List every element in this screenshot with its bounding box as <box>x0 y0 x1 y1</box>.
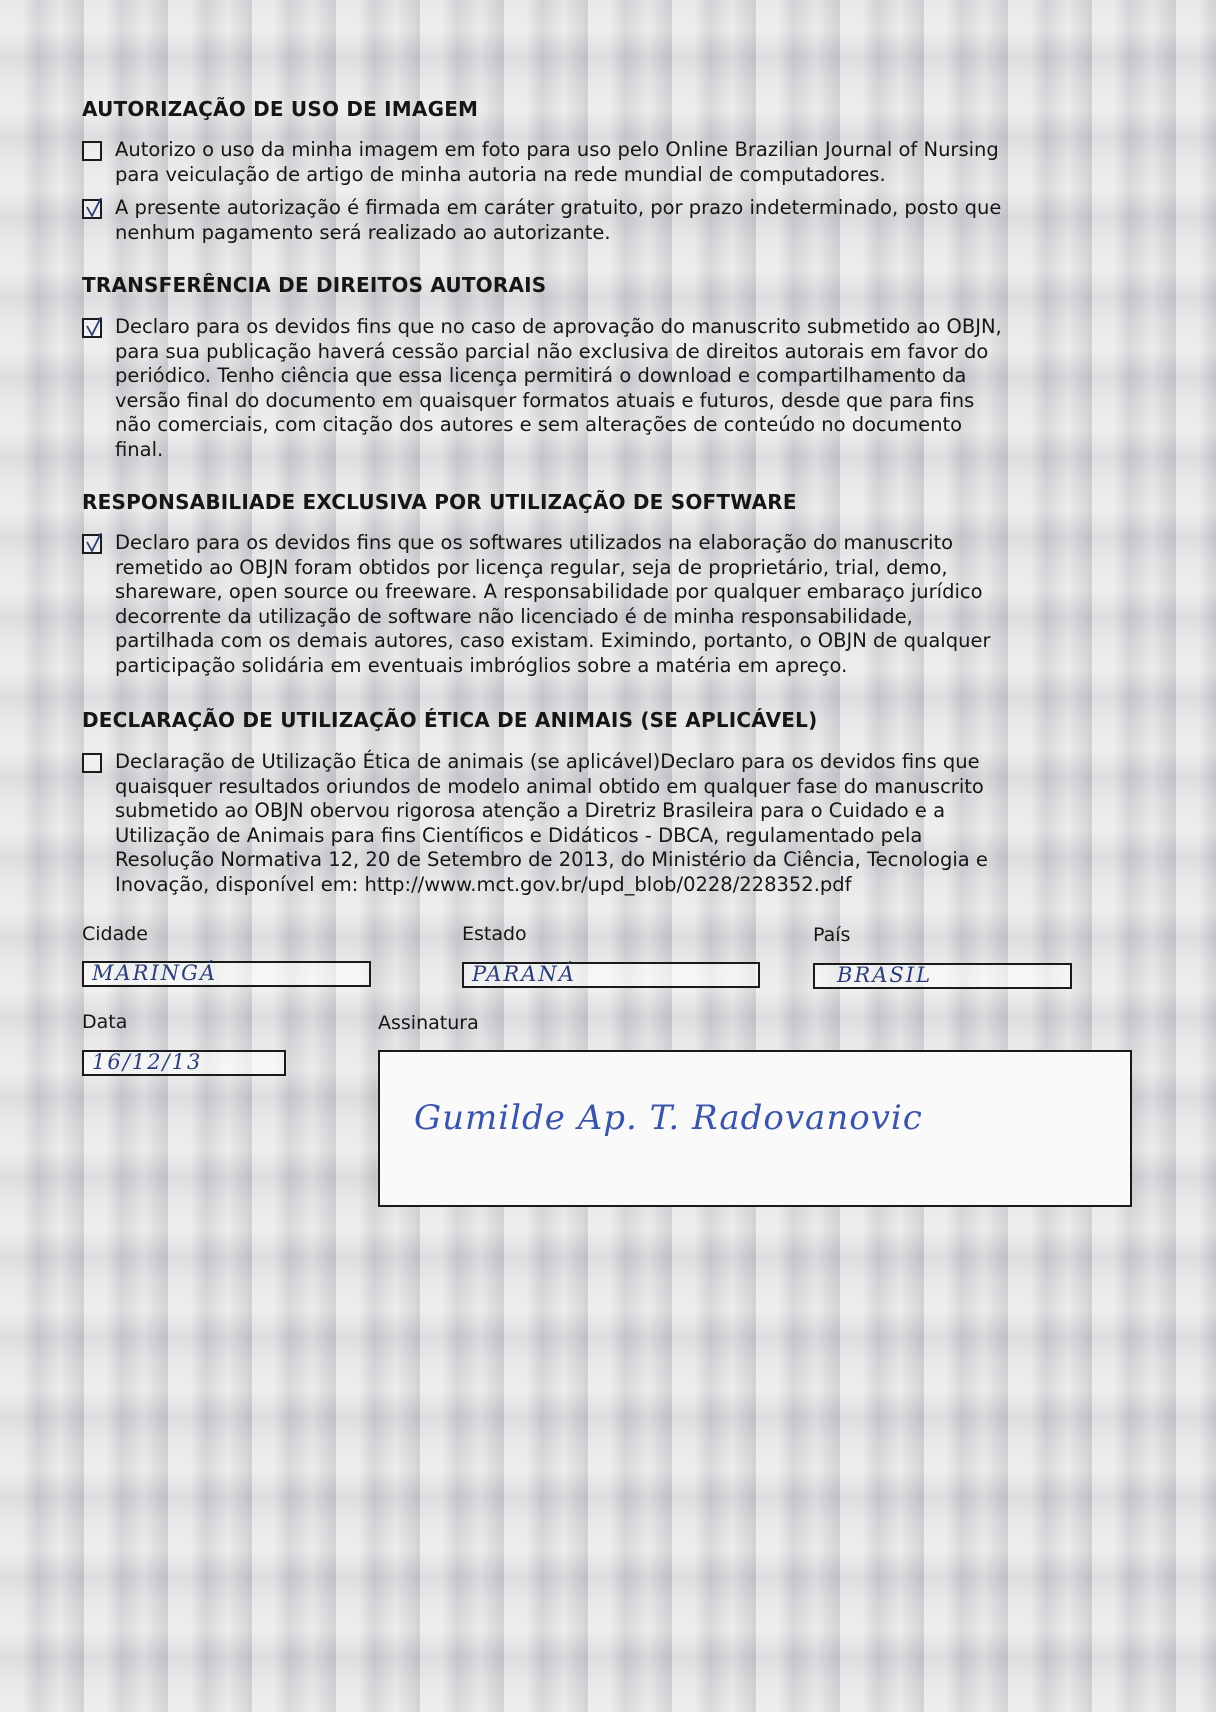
checkbox-checked[interactable] <box>82 534 102 554</box>
city-field[interactable] <box>82 961 371 987</box>
city-value: MARINGÁ <box>92 961 218 985</box>
item-text: Autorizo o uso da minha imagem em foto para uso pelo Online Brazilian Journal of Nursing para veiculação de artigo de minha autoria na rede mundial de computadores. <box>115 138 999 186</box>
country-field[interactable] <box>813 963 1072 989</box>
heading-animals: DECLARAÇÃO DE UTILIZAÇÃO ÉTICA DE ANIMAIS (SE APLICÁVEL) <box>82 708 818 732</box>
heading-copyright: TRANSFERÊNCIA DE DIREITOS AUTORAIS <box>82 273 547 297</box>
checkbox-item-animals[interactable] <box>82 750 1072 897</box>
state-field[interactable] <box>462 962 760 988</box>
checkmark-icon <box>85 533 105 555</box>
checkbox-checked[interactable] <box>82 318 102 338</box>
date-label: Data <box>82 1011 128 1033</box>
country-value: BRASIL <box>837 963 933 987</box>
heading-software: RESPONSABILIADE EXCLUSIVA POR UTILIZAÇÃO DE SOFTWARE <box>82 490 797 514</box>
checkmark-icon <box>85 198 105 220</box>
checkbox-item-image-authorization[interactable] <box>82 138 1072 187</box>
checkbox-item-copyright[interactable] <box>82 315 1072 462</box>
item-text: Declaro para os devidos fins que os softwares utilizados na elaboração do manuscrito remetido ao OBJN foram obtidos por licença regular, seja de proprietário, trial, demo, shareware, open source ou freeware. A responsabilidade por qualquer embaraço jurídico decorrente da utilização de software não licenciado é de minha responsabilidade, partilhada com os demais autores, caso existam. Eximindo, portanto, o OBJN de qualquer participação solidária em eventuais imbróglios sobre a matéria em apreço. <box>115 531 991 677</box>
item-text: Declaro para os devidos fins que no caso de aprovação do manuscrito submetido ao OBJN, para sua publicação haverá cessão parcial não exclusiva de direitos autorais em favor do periódico. Tenho ciência que essa licença permitirá o download e compartilhamento da versão final do documento em quaisquer formatos atuais e futuros, desde que para fins não comerciais, com citação dos autores e sem alterações de conteúdo no documento final. <box>115 315 1002 461</box>
date-field[interactable] <box>82 1050 286 1076</box>
signature-label: Assinatura <box>378 1012 479 1034</box>
item-text: A presente autorização é firmada em caráter gratuito, por prazo indeterminado, posto que nenhum pagamento será realizado ao autorizante. <box>115 196 1002 244</box>
handwritten-signature: Gumilde Ap. T. Radovanovic <box>414 1098 923 1138</box>
date-value: 16/12/13 <box>92 1050 203 1074</box>
checkbox-unchecked[interactable] <box>82 753 102 773</box>
checkbox-item-software[interactable] <box>82 531 1072 678</box>
heading-image-use: AUTORIZAÇÃO DE USO DE IMAGEM <box>82 97 479 121</box>
checkmark-icon <box>85 317 105 339</box>
city-label: Cidade <box>82 923 148 945</box>
signature-field[interactable] <box>378 1050 1132 1207</box>
state-label: Estado <box>462 923 527 945</box>
checkbox-unchecked[interactable] <box>82 141 102 161</box>
checkbox-item-free-authorization[interactable] <box>82 196 1072 245</box>
item-text: Declaração de Utilização Ética de animais (se aplicável)Declaro para os devidos fins que quaisquer resultados oriundos de modelo animal obtido em qualquer fase do manuscrito submetido ao OBJN obervou rigorosa atenção a Diretriz Brasileira para o Cuidado e a Utilização de Animais para fins Científicos e Didáticos - DBCA, regulamentado pela Resolução Normativa 12, 20 de Setembro de 2013, do Ministério da Ciência, Tecnologia e Inovação, disponível em: http://www.mct.gov.br/upd_blob/0228/228352.pdf <box>115 750 988 896</box>
state-value: PARANÁ <box>472 962 576 986</box>
checkbox-checked[interactable] <box>82 199 102 219</box>
country-label: País <box>813 924 851 946</box>
